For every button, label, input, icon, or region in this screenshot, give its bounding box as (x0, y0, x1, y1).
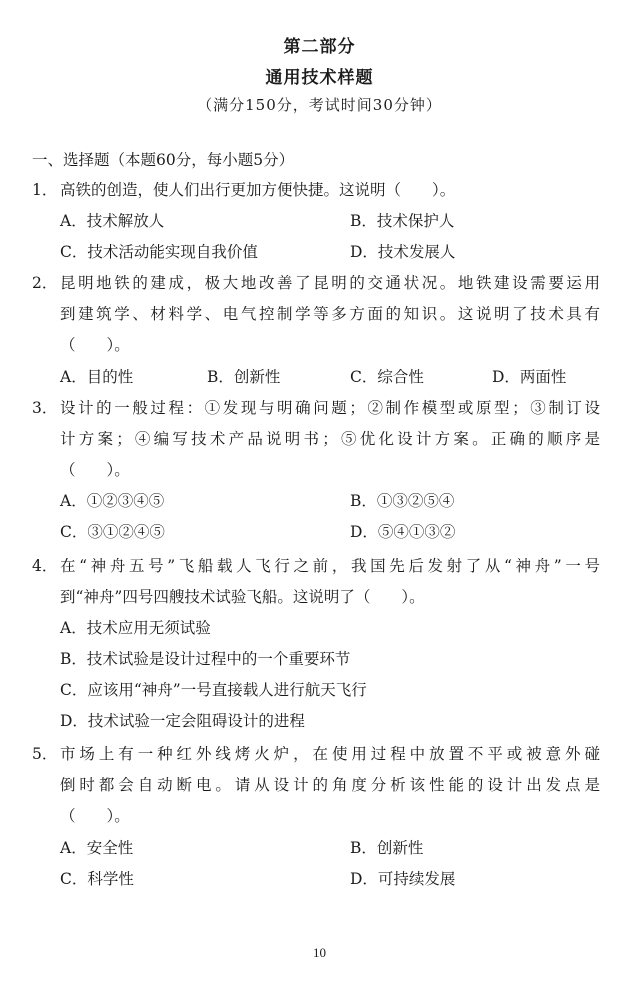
option-b: B．技术保护人 (350, 212, 455, 230)
option-b: B．①③②⑤④ (350, 492, 455, 510)
question-text-line: （ ）。 (60, 336, 130, 354)
option-d: D．技术试验一定会阻碍设计的进程 (60, 712, 305, 730)
question-text-line: 设计的一般过程：①发现与明确问题；②制作模型或原型；③制订设 (60, 399, 600, 417)
option-a: A．技术应用无须试验 (60, 619, 211, 637)
option-b: B．技术试验是设计过程中的一个重要环节 (60, 650, 351, 668)
section-heading: 一、选择题（本题60分，每小题5分） (32, 151, 295, 169)
page-title: 通用技术样题 (265, 68, 374, 88)
option-a: A．技术解放人 (60, 212, 165, 230)
score-note: （满分150分，考试时间30分钟） (197, 96, 442, 114)
question-number: 4． (32, 557, 58, 575)
question-text-line: 计方案；④编写技术产品说明书；⑤优化设计方案。正确的顺序是 (60, 430, 600, 448)
option-a: A．安全性 (60, 839, 134, 857)
option-a: A．目的性 (60, 368, 134, 386)
option-d: D．两面性 (492, 368, 567, 386)
option-d: D．可持续发展 (350, 870, 456, 888)
question-text-line: 市场上有一种红外线烤火炉，在使用过程中放置不平或被意外碰 (60, 745, 600, 763)
question-text-line: 高铁的创造，使人们出行更加方便快捷。这说明（ ）。 (60, 181, 456, 199)
question-number: 5． (32, 745, 58, 763)
option-c: C．③①②④⑤ (60, 523, 165, 541)
question-number: 2． (32, 274, 58, 292)
option-b: B．创新性 (350, 839, 424, 857)
option-c: C．应该用“神舟”一号直接载人进行航天飞行 (60, 681, 367, 699)
option-d: D．技术发展人 (350, 243, 456, 261)
question-text-line: 倒时都会自动断电。请从设计的角度分析该性能的设计出发点是 (60, 776, 600, 794)
option-a: A．①②③④⑤ (60, 492, 165, 510)
part-heading: 第二部分 (283, 37, 356, 57)
option-c: C．科学性 (60, 870, 134, 888)
option-c: C．技术活动能实现自我价值 (60, 243, 258, 261)
question-text-line: 到“神舟”四号四艘技术试验飞船。这说明了（ ）。 (60, 588, 425, 606)
question-text-line: （ ）。 (60, 807, 130, 825)
question-number: 3． (32, 399, 58, 417)
question-text-line: 在“神舟五号”飞船载人飞行之前，我国先后发射了从“神舟”一号 (60, 557, 600, 575)
option-c: C．综合性 (350, 368, 424, 386)
option-b: B．创新性 (207, 368, 281, 386)
question-text-line: （ ）。 (60, 461, 130, 479)
question-text-line: 昆明地铁的建成，极大地改善了昆明的交通状况。地铁建设需要运用 (60, 274, 600, 292)
question-text-line: 到建筑学、材料学、电气控制学等多方面的知识。这说明了技术具有 (60, 305, 600, 323)
option-d: D．⑤④①③② (350, 523, 456, 541)
question-number: 1． (32, 181, 58, 199)
page-number: 10 (313, 945, 326, 960)
